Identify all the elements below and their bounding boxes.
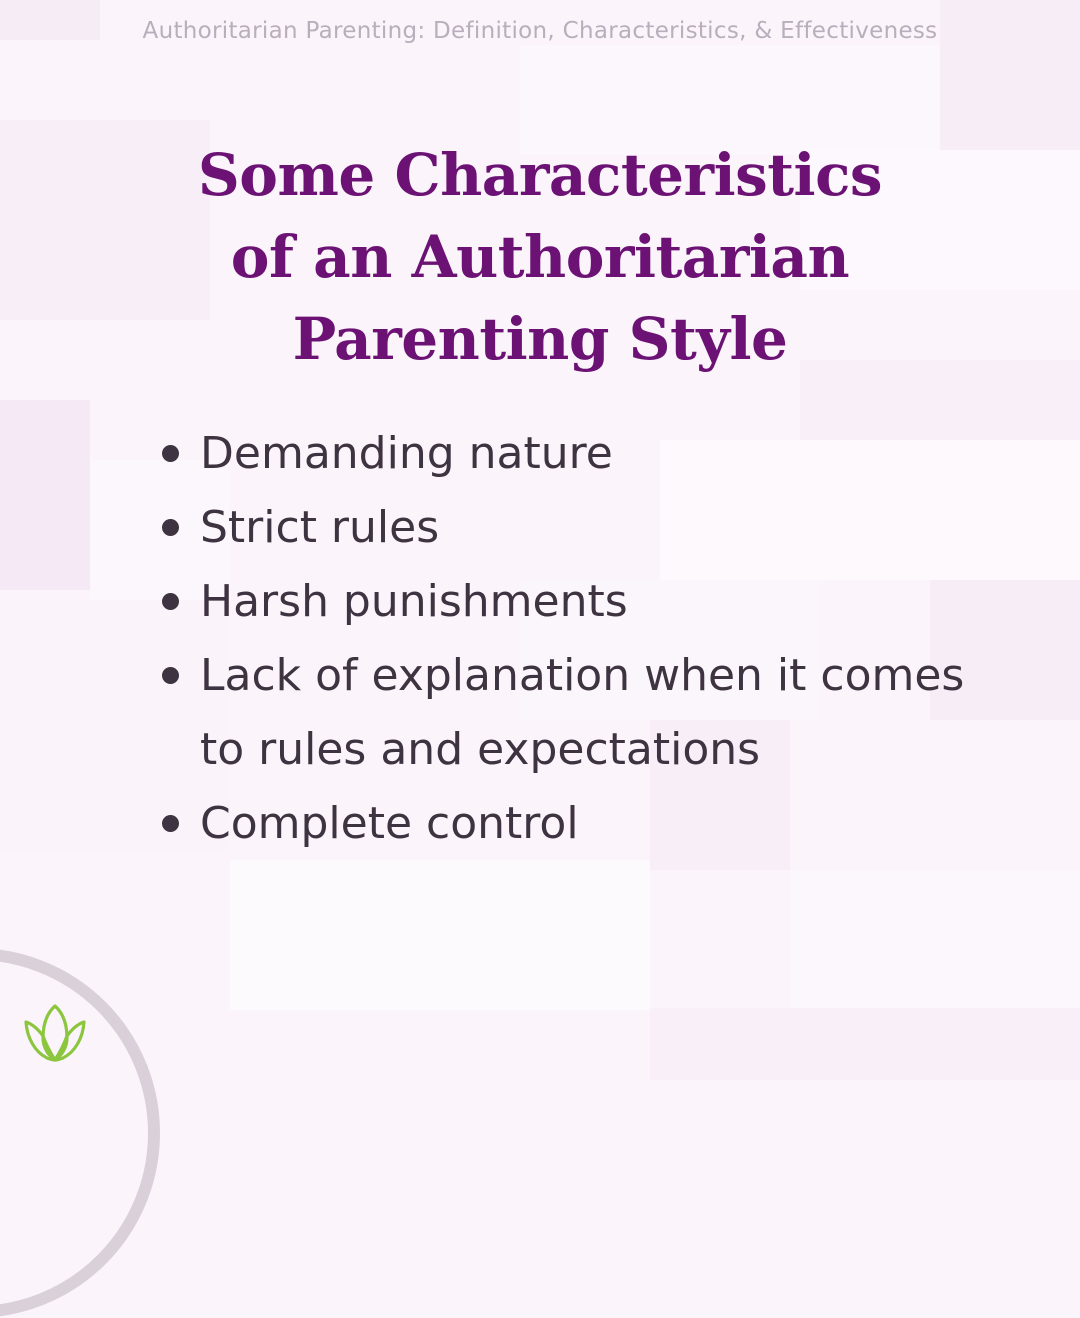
headline-line: Parenting Style bbox=[292, 305, 788, 373]
list-item bbox=[158, 417, 1018, 491]
list-item-text: Harsh punishments bbox=[200, 576, 628, 627]
headline-line: Some Characteristics bbox=[197, 141, 883, 209]
bullet-dot-icon bbox=[162, 519, 179, 536]
bullet-dot-icon bbox=[162, 445, 179, 462]
lotus-leaf-icon bbox=[22, 1002, 88, 1064]
list-item bbox=[158, 639, 1018, 787]
list-item-text: Complete control bbox=[200, 798, 579, 849]
characteristics-list bbox=[158, 417, 1018, 861]
list-item bbox=[158, 787, 1018, 861]
list-item-text: Strict rules bbox=[200, 502, 440, 553]
headline bbox=[90, 134, 990, 380]
list-item-text: Demanding nature bbox=[200, 428, 613, 479]
bullet-dot-icon bbox=[162, 815, 179, 832]
bullet-dot-icon bbox=[162, 667, 179, 684]
bullet-dot-icon bbox=[162, 593, 179, 610]
article-title: Authoritarian Parenting: Definition, Characteristics, & Effectiveness bbox=[142, 18, 938, 44]
list-item-text: Lack of explanation when it comes to rules and expectations bbox=[200, 650, 965, 775]
list-item bbox=[158, 565, 1018, 639]
list-item bbox=[158, 491, 1018, 565]
headline-line: of an Authoritarian bbox=[230, 223, 850, 291]
